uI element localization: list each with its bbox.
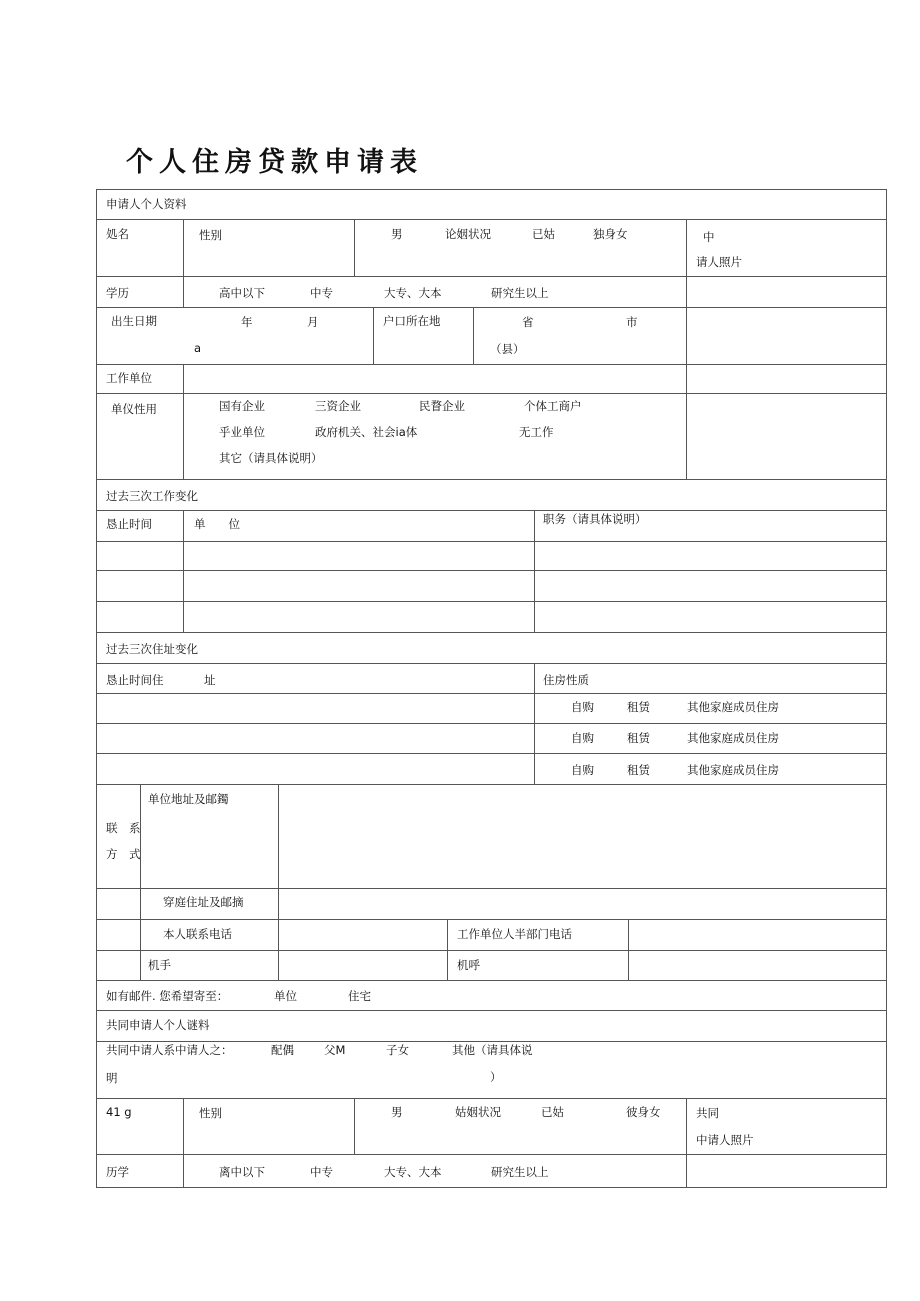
- option-married[interactable]: 已姑: [532, 227, 555, 241]
- option-mail-unit[interactable]: 单位: [274, 989, 297, 1003]
- row-line: [96, 510, 887, 511]
- col-line: [183, 510, 184, 632]
- co-marital-label: 姑姻状况: [455, 1105, 501, 1119]
- row-line: [96, 479, 887, 480]
- col-line: [628, 919, 629, 980]
- row-line: [96, 784, 887, 785]
- row-line: [96, 693, 887, 694]
- option-no-job[interactable]: 无工作: [519, 425, 554, 439]
- month-label: 月: [307, 315, 319, 329]
- phone-label: 本人联系电话: [163, 927, 232, 941]
- photo-label-line1: 中: [703, 230, 715, 244]
- pager-label: 机呼: [457, 958, 480, 972]
- col-line: [278, 784, 279, 980]
- col-line: [534, 510, 535, 632]
- addr-col-address: 址: [204, 673, 216, 687]
- col-line: [140, 784, 141, 980]
- option-other-unit[interactable]: 其它（请具体说明）: [219, 451, 323, 465]
- hukou-label: 户口所在地: [383, 314, 441, 328]
- close-paren: ）: [490, 1070, 502, 1084]
- name-label: 処名: [106, 227, 129, 241]
- home-address-label: 穿庭住址及邮摘: [163, 895, 244, 909]
- education-label: 学历: [106, 286, 129, 300]
- option-edu-below-high[interactable]: 高中以下: [219, 286, 265, 300]
- option-public-institution[interactable]: 乎业单位: [219, 425, 265, 439]
- col-line: [473, 307, 474, 364]
- addr-col-time: 恳止时间住: [106, 673, 164, 687]
- birth-extra-text: a: [194, 341, 202, 355]
- year-label: 年: [241, 315, 253, 329]
- mobile-label: 机手: [148, 958, 171, 972]
- co-option-edu-graduate[interactable]: 研究生以上: [491, 1165, 549, 1179]
- option-rent[interactable]: 租赁: [627, 700, 650, 714]
- option-family-house[interactable]: 其他家庭成员住房: [687, 731, 779, 745]
- co-relation-label: 共同中请人系中请人之：: [106, 1043, 233, 1057]
- col-line: [686, 219, 687, 479]
- col-line: [354, 219, 355, 276]
- row-line: [96, 663, 887, 664]
- co-gender-label: 性别: [199, 1106, 222, 1120]
- option-self-employed[interactable]: 个体工商户: [524, 399, 582, 413]
- co-photo-label-line1: 共同: [696, 1106, 719, 1120]
- addr-col-nature: 住房性质: [543, 673, 589, 687]
- co-option-married[interactable]: 已姑: [541, 1105, 564, 1119]
- row-line: [96, 364, 887, 365]
- birth-date-label: 出生日期: [111, 314, 157, 328]
- option-own[interactable]: 自购: [571, 731, 594, 745]
- city-label: 市: [626, 315, 638, 329]
- col-line: [183, 1098, 184, 1187]
- row-line: [96, 570, 887, 571]
- jobs-col-time: 恳止时间: [106, 517, 152, 531]
- work-phone-label: 工作单位人半部门电话: [457, 927, 572, 941]
- option-male[interactable]: 男: [391, 227, 403, 241]
- marital-label: 论姻状况: [445, 227, 491, 241]
- col-line: [183, 364, 184, 479]
- section-header-jobs: 过去三次工作变化: [106, 489, 198, 503]
- gender-label: 性别: [199, 228, 222, 242]
- option-own[interactable]: 自购: [571, 700, 594, 714]
- col-line: [686, 1098, 687, 1187]
- row-line: [96, 1010, 887, 1011]
- row-line: [96, 393, 887, 394]
- row-line: [96, 1098, 887, 1099]
- col-line: [96, 189, 97, 1188]
- co-photo-label-line2: 中请人照片: [696, 1133, 754, 1147]
- row-line: [96, 601, 887, 602]
- option-rent[interactable]: 租赁: [627, 731, 650, 745]
- mail-preference-label: 如有邮件. 您希望寄至：: [106, 989, 229, 1003]
- option-private[interactable]: 民瞀企业: [419, 399, 465, 413]
- co-option-single[interactable]: 彼身女: [626, 1105, 661, 1119]
- col-line: [354, 1098, 355, 1154]
- col-line: [183, 219, 184, 276]
- province-label: 省: [522, 315, 534, 329]
- section-header-co-applicant: 共同申请人个人谜料: [106, 1018, 210, 1032]
- option-edu-vocational[interactable]: 中专: [310, 286, 333, 300]
- col-line: [886, 189, 887, 1188]
- work-address-label: 单位地址及邮鐲: [148, 792, 229, 806]
- row-line: [96, 189, 887, 190]
- row-line: [96, 1041, 887, 1042]
- unit-type-label: 单仪性用: [111, 402, 157, 416]
- row-line: [96, 919, 887, 920]
- option-edu-college[interactable]: 大专、大本: [384, 286, 442, 300]
- option-spouse[interactable]: 配偶: [271, 1043, 294, 1057]
- col-line: [534, 663, 535, 784]
- option-own[interactable]: 自购: [571, 763, 594, 777]
- col-line: [447, 919, 448, 980]
- section-header-applicant: 申请人个人资料: [106, 197, 187, 211]
- photo-label-line2: 请人照片: [696, 255, 742, 269]
- row-line: [96, 753, 887, 754]
- option-state-owned[interactable]: 国有企业: [219, 399, 265, 413]
- row-line: [96, 219, 887, 220]
- option-edu-graduate[interactable]: 研究生以上: [491, 286, 549, 300]
- section-header-address: 过去三次住址变化: [106, 642, 198, 656]
- row-line: [96, 1154, 887, 1155]
- other-relation-cont: 明: [106, 1071, 118, 1085]
- contact-side-label-2: 方 式: [106, 847, 141, 861]
- option-family-house[interactable]: 其他家庭成员住房: [687, 700, 779, 714]
- row-line: [96, 632, 887, 633]
- col-line: [373, 307, 374, 364]
- option-other-relation[interactable]: 其他（请具体说: [452, 1043, 533, 1057]
- option-mail-home[interactable]: 住宅: [348, 989, 371, 1003]
- co-option-male[interactable]: 男: [391, 1105, 403, 1119]
- row-line: [96, 950, 887, 951]
- work-unit-label: 工作单位: [106, 371, 152, 385]
- co-option-edu-vocational[interactable]: 中专: [310, 1165, 333, 1179]
- option-parent[interactable]: 父M: [324, 1043, 346, 1057]
- option-family-house[interactable]: 其他家庭成员住房: [687, 763, 779, 777]
- county-label: （县）: [490, 342, 525, 356]
- contact-side-label-1: 联 系: [106, 821, 141, 835]
- col-line: [183, 276, 184, 307]
- option-foreign-invested[interactable]: 三资企业: [315, 399, 361, 413]
- option-single[interactable]: 独身女: [593, 227, 628, 241]
- co-name-label: 41 g: [106, 1105, 132, 1119]
- row-line: [96, 276, 887, 277]
- option-rent[interactable]: 租赁: [627, 763, 650, 777]
- jobs-col-unit: 单 位: [194, 517, 240, 531]
- co-education-label: 历学: [106, 1165, 129, 1179]
- form-title: 个人住房贷款申请表: [126, 147, 423, 178]
- row-line: [96, 980, 887, 981]
- jobs-col-duty: 职务（请具体说明）: [543, 512, 647, 526]
- row-line: [96, 1187, 887, 1188]
- row-line: [96, 723, 887, 724]
- option-child[interactable]: 子女: [386, 1043, 409, 1057]
- co-option-edu-below-high[interactable]: 离中以下: [219, 1165, 265, 1179]
- row-line: [96, 541, 887, 542]
- option-government[interactable]: 政府机关、社会ia体: [315, 425, 418, 439]
- row-line: [96, 888, 887, 889]
- co-option-edu-college[interactable]: 大专、大本: [384, 1165, 442, 1179]
- row-line: [96, 307, 887, 308]
